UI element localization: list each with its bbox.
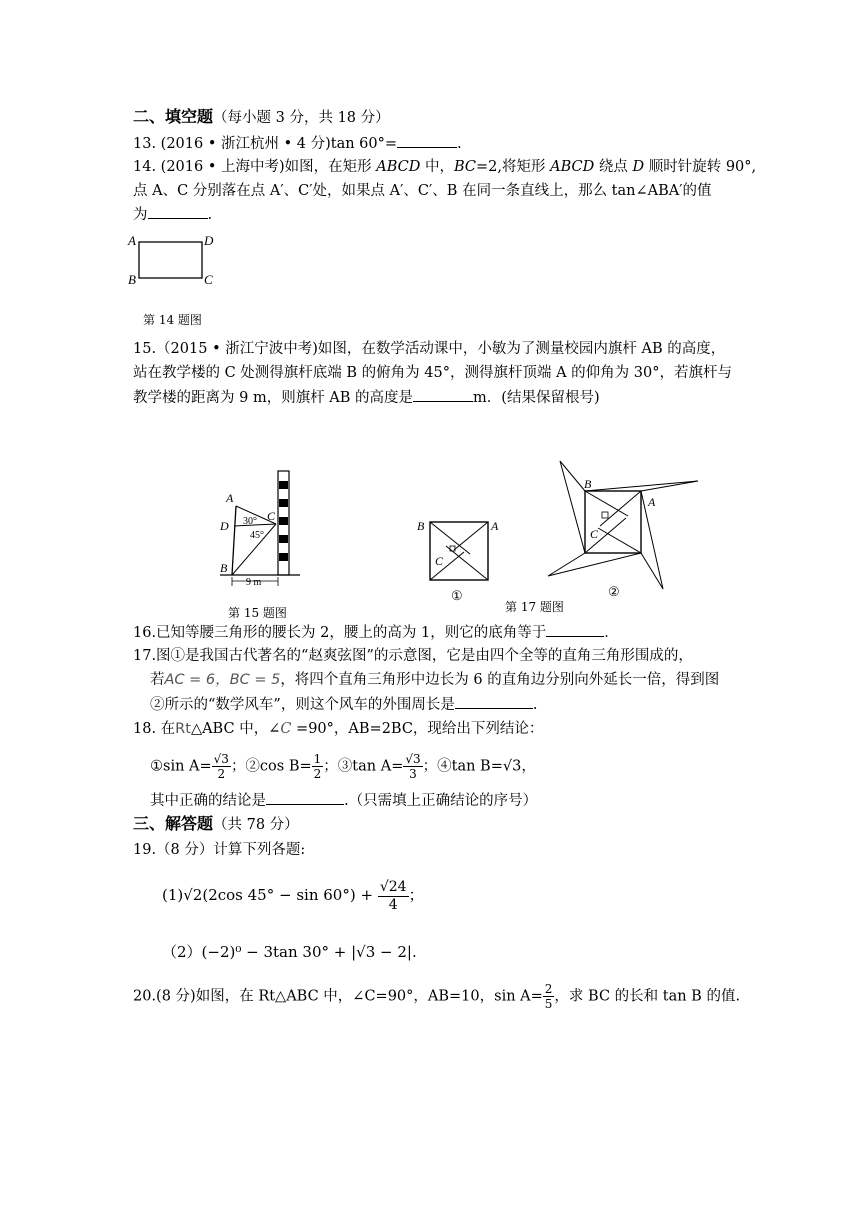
question-17-line2: 若AC = 6，BC = 5，将四个直角三角形中边长为 6 的直角边分别向外延长一倍，得到图 — [150, 672, 720, 688]
question-18-options: ①sin A= $\frac{√3}{2}$ ；②cos B= $\frac{1}{2}$ ；③tan A= $\frac{√3}{3}$ ；④tan B=√3， — [150, 752, 536, 781]
question-13: 13. (2016 • 浙江杭州 • 4 分)tan 60°= . — [133, 133, 462, 154]
question-15-line3: 教学楼的距离为 9 m，则旗杆 AB 的高度是 m．(结果保留根号) — [133, 387, 600, 408]
figure-17-caption: 第 17 题图 — [505, 600, 564, 614]
question-18-line3: 其中正确的结论是 .（只需填上正确结论的序号） — [150, 790, 537, 811]
figure-15-flagpole — [210, 468, 310, 590]
label-C: C — [590, 527, 599, 541]
question-15-line2: 站在教学楼的 C 处测得旗杆底端 B 的俯角为 45°，测得旗杆顶端 A 的仰角为 30°，若旗杆与 — [133, 365, 732, 381]
figure-14-caption: 第 14 题图 — [143, 313, 202, 327]
figure-2-mark: ② — [608, 584, 620, 596]
label-A: A — [128, 233, 136, 248]
question-17-line1: 17.图①是我国古代著名的“赵爽弦图”的示意图，它是由四个全等的直角三角形围成的， — [133, 648, 693, 664]
label-C: C — [204, 272, 213, 287]
label-D: D — [204, 233, 214, 248]
answer-blank — [455, 694, 533, 709]
question-14-line1: 14. (2016 • 上海中考)如图，在矩形 ABCD 中，BC=2,将矩形 ABCD 绕点 D 顺时针旋转 90°, — [133, 159, 757, 175]
answer-blank — [413, 387, 473, 402]
label-C: C — [435, 554, 444, 568]
label-D: D — [220, 519, 229, 533]
label-C: C — [267, 509, 276, 523]
question-19-head: 19.（8 分）计算下列各题: — [133, 842, 306, 858]
figure-14-rectangle — [122, 230, 222, 290]
label-A: A — [648, 495, 656, 509]
figure-15-caption: 第 15 题图 — [228, 606, 287, 620]
answer-blank — [148, 204, 208, 219]
question-16: 16.已知等腰三角形的腰长为 2，腰上的高为 1，则它的底角等于 ． — [133, 622, 619, 643]
question-20: 20.(8 分)如图，在 Rt△ABC 中，∠C=90°，AB=10，sin A= $\frac{2}{5}$ ，求 BC 的长和 tan B 的值. — [133, 982, 741, 1011]
section-title: 三、解答题（共 78 分） — [133, 814, 299, 833]
question-14-line3: 为 . — [133, 204, 212, 225]
question-14-line2: 点 A、C 分别落在点 A′、C′处，如果点 A′、C′、B 在同一条直线上，那么 tan∠ABA′的值 — [133, 183, 712, 199]
label-B: B — [220, 561, 228, 575]
question-19-part1: (1)√2(2cos 45° − sin 60°) + $\frac{√24}{4}$ ； — [162, 878, 424, 913]
answer-blank — [397, 133, 457, 148]
answer-blank — [266, 790, 344, 805]
section-title: 二、填空题（每小题 3 分，共 18 分） — [133, 107, 390, 126]
question-15-line1: 15.（2015 • 浙江宁波中考)如图，在数学活动课中，小敏为了测量校园内旗杆 AB 的高度， — [133, 341, 726, 357]
label-A: A — [226, 491, 234, 505]
figure-17-zhaoshuang-diagram — [410, 512, 504, 612]
question-17-line3: ②所示的“数学风车”，则这个风车的外围周长是 . — [150, 694, 537, 715]
figure-17-windmill — [540, 456, 710, 596]
question-19-part2: （2）(−2)⁰ − 3tan 30° + |√3 − 2|. — [162, 943, 417, 961]
answer-blank — [546, 622, 604, 637]
label-A: A — [491, 519, 499, 533]
label-B: B — [584, 477, 592, 491]
angle-30-label: 30° — [243, 516, 257, 527]
label-B: B — [128, 272, 136, 287]
distance-label: 9 m — [246, 577, 262, 588]
angle-45-label: 45° — [250, 530, 264, 541]
question-18-line1: 18. 在Rt△ABC 中，∠C =90°，AB=2BC，现给出下列结论： — [133, 721, 544, 737]
figure-1-mark: ① — [451, 588, 463, 603]
label-B: B — [417, 519, 425, 533]
